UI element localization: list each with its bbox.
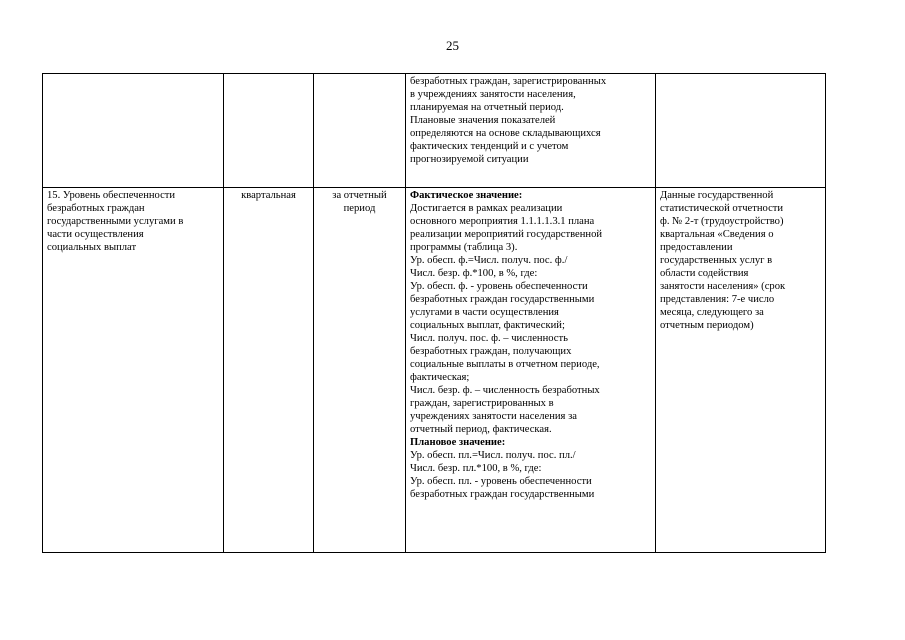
plan-heading: Плановое значение:	[410, 437, 506, 448]
text-line: Числ. получ. пос. ф. – численность	[410, 333, 568, 344]
text-line: Ур. обесп. ф.=Числ. получ. пос. ф./	[410, 255, 568, 266]
text-line: безработных граждан государственными	[410, 489, 595, 500]
cell-method	[406, 74, 656, 188]
indicator-table	[42, 73, 826, 553]
text-line: граждан, зарегистрированных в	[410, 398, 554, 409]
text-line: безработных граждан	[47, 203, 145, 214]
text-line: Ур. обесп. пл. - уровень обеспеченности	[410, 476, 592, 487]
text-line: фактических тенденций и с учетом	[410, 141, 569, 152]
text-line: отчетным периодом)	[660, 320, 754, 331]
cell-periodicity	[224, 188, 314, 553]
text-line: учреждениях занятости населения за	[410, 411, 577, 422]
text-line: статистической отчетности	[660, 203, 784, 214]
text-line: Данные государственной	[660, 190, 774, 201]
text-line: программы (таблица 3).	[410, 242, 518, 253]
text-line: месяца, следующего за	[660, 307, 764, 318]
cell-source	[656, 188, 826, 553]
text-line: 15. Уровень обеспеченности	[47, 190, 176, 201]
text-line: Числ. безр. ф. – численность безработных	[410, 385, 600, 396]
text-line: фактическая;	[410, 372, 470, 383]
text-line: услугами в части осуществления	[410, 307, 559, 318]
text-line: планируемая на отчетный период.	[410, 102, 564, 113]
text-line: социальных выплат, фактический;	[410, 320, 565, 331]
table-row-indicator-15	[43, 188, 826, 553]
text-line: основного мероприятия 1.1.1.1.3.1 плана	[410, 216, 595, 227]
text-line: предоставлении	[660, 242, 733, 253]
text-line: социальных выплат	[47, 242, 137, 253]
cell-method	[406, 188, 656, 553]
text-line: Достигается в рамках реализации	[410, 203, 563, 214]
text-line: Числ. безр. пл.*100, в %, где:	[410, 463, 542, 474]
text-line: квартальная «Сведения о	[660, 229, 774, 240]
page-number: 25	[446, 38, 459, 53]
text-line: государственных услуг в	[660, 255, 773, 266]
text-line: период	[343, 203, 376, 214]
cell-period	[314, 188, 406, 553]
text-line: ф. № 2-т (трудоустройство)	[660, 216, 784, 227]
text-line: Плановые значения показателей	[410, 115, 556, 126]
cell-period	[314, 74, 406, 188]
text-line: Числ. безр. ф.*100, в %, где:	[410, 268, 538, 279]
text-line: безработных граждан государственными	[410, 294, 595, 305]
text-line: реализации мероприятий государственной	[410, 229, 603, 240]
cell-indicator-name	[43, 74, 224, 188]
text-line: определяются на основе складывающихся	[410, 128, 601, 139]
text-line: безработных граждан, получающих	[410, 346, 572, 357]
cell-indicator-name	[43, 188, 224, 553]
cell-source	[656, 74, 826, 188]
text-line: Ур. обесп. пл.=Числ. получ. пос. пл./	[410, 450, 576, 461]
fact-heading: Фактическое значение:	[410, 190, 523, 201]
text-line: отчетный период, фактическая.	[410, 424, 552, 435]
text-line: государственными услугами в	[47, 216, 184, 227]
text-line: Ур. обесп. ф. - уровень обеспеченности	[410, 281, 588, 292]
text-line: в учреждениях занятости населения,	[410, 89, 576, 100]
text-line: части осуществления	[47, 229, 144, 240]
text-line: за отчетный	[332, 190, 387, 201]
text-line: социальные выплаты в отчетном периоде,	[410, 359, 600, 370]
text-line: области содействия	[660, 268, 749, 279]
text-line: безработных граждан, зарегистрированных	[410, 76, 607, 87]
text-line: квартальная	[241, 190, 296, 201]
text-line: занятости населения» (срок	[660, 281, 786, 292]
text-line: представления: 7-е число	[660, 294, 775, 305]
table-row-continuation	[43, 74, 826, 188]
cell-periodicity	[224, 74, 314, 188]
text-line: прогнозируемой ситуации	[410, 154, 529, 165]
